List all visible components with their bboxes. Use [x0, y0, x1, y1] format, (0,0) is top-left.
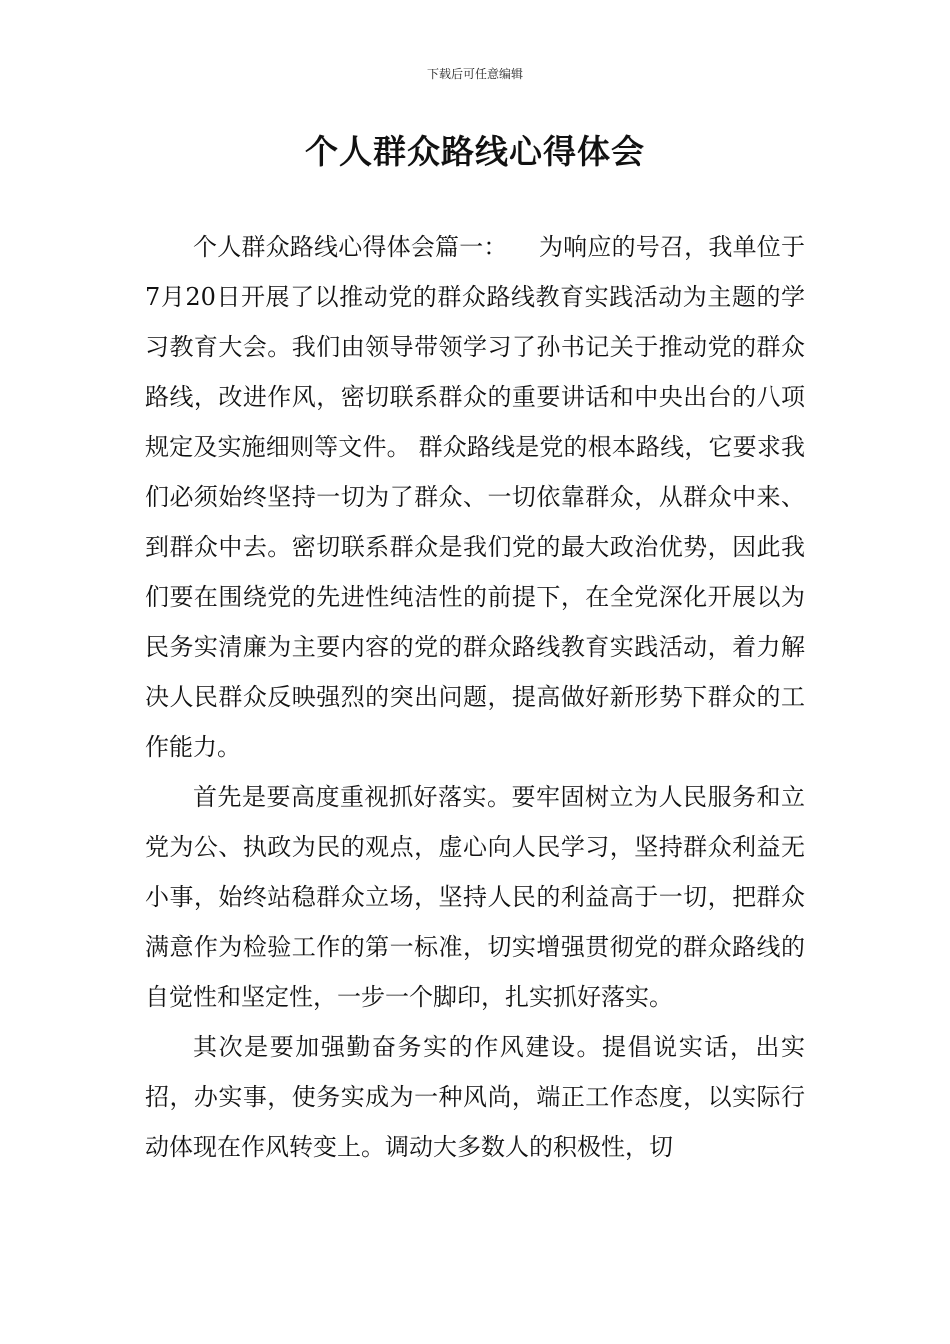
paragraph: 其次是要加强勤奋务实的作风建设。提倡说实话，出实招，办实事，使务实成为一种风尚，端正工作态度，以实际行动体现在作风转变上。调动大多数人的积极性，切 [145, 1033, 805, 1161]
paragraph: 个人群众路线心得体会篇一： 为响应的号召，我单位于7月20日开展了以推动党的群众路线教育实践活动为主题的学习教育大会。我们由领导带领学习了孙书记关于推动党的群众路线，改进作风，密切联系群众的重要讲话和中央出台的八项规定及实施细则等文件。 群众路线是党的根本路线，它要求我们必须始终坚持一切为了群众、一切依靠群众，从群众中来、到群众中去。密切联系群众是我们党的最大政治优势，因此我们要在围绕党的先进性纯洁性的前提下，在全党深化开展以为民务实清廉为主要内容的党的群众路线教育实践活动，着力解决人民群众反映强烈的突出问题，提高做好新形势下群众的工作能力。 [145, 233, 805, 761]
document-body [145, 222, 805, 1172]
paragraph: 首先是要高度重视抓好落实。要牢固树立为人民服务和立党为公、执政为民的观点，虚心向人民学习，坚持群众利益无小事，始终站稳群众立场，坚持人民的利益高于一切，把群众满意作为检验工作的第一标准，切实增强贯彻党的群众路线的自觉性和坚定性，一步一个脚印，扎实抓好落实。 [145, 783, 805, 1011]
header-note: 下载后可任意编辑 [426, 67, 523, 81]
page-title: 个人群众路线心得体会 [305, 132, 645, 171]
